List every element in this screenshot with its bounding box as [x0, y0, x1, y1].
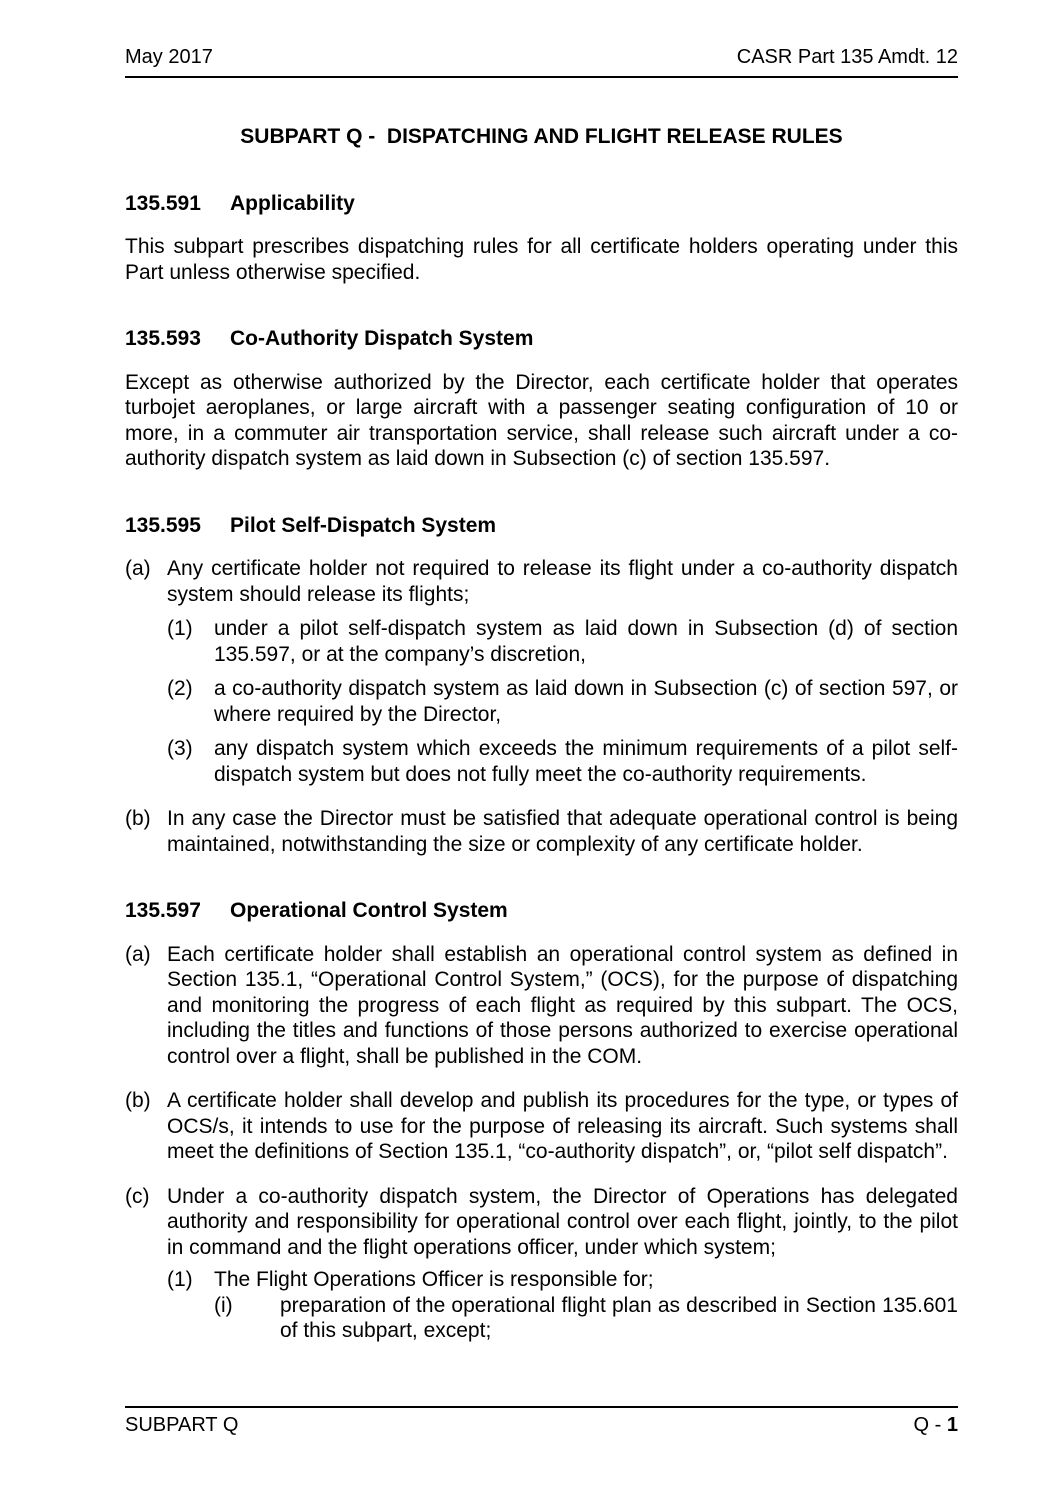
item-label: (3) [167, 737, 193, 760]
item-label: (1) [167, 1268, 193, 1291]
item-text: The Flight Operations Officer is responsible for; [214, 1268, 654, 1291]
list-item-1 [167, 1267, 958, 1344]
list-item-c [125, 1184, 958, 1344]
item-label: (b) [125, 807, 151, 830]
section-heading [125, 191, 958, 217]
item-label: (i) [214, 1293, 233, 1317]
footer-subpart: SUBPART Q [125, 1414, 239, 1436]
header-doc-ref: CASR Part 135 Amdt. 12 [736, 46, 958, 68]
item-text: Any certificate holder not required to release its flight under a co-authority dispatch system should release its flights; [167, 557, 958, 606]
section-135-593 [125, 326, 958, 472]
item-label: (a) [125, 557, 151, 580]
item-label: (c) [125, 1184, 150, 1208]
section-135-595 [125, 513, 958, 858]
item-text: A certificate holder shall develop and publish its procedures for the type, or types of OCS/s, it intends to use for the purpose of releasing its aircraft. Such systems shall meet the definitions of Section 135.1, “co-authority dispatch”, or, “pilot self dispatch”. [167, 1089, 958, 1163]
item-text: under a pilot self-dispatch system as laid down in Subsection (d) of section 135.597, or at the company’s discretion, [214, 617, 958, 666]
page-header [125, 46, 958, 78]
section-title: Applicability [230, 191, 355, 215]
section-number: 135.591 [125, 191, 201, 215]
list-item-i [214, 1293, 958, 1344]
body-paragraph: Except as otherwise authorized by the Director, each certificate holder that operates turbojet aeroplanes, or large aircraft with a passenger seating configuration of 10 or more, in a commuter air transportation service, shall release such aircraft under a co-authority dispatch system as laid down in Subsection (c) of section 135.597. [125, 370, 958, 470]
item-text: a co-authority dispatch system as laid down in Subsection (c) of section 597, or where required by the Director, [214, 677, 958, 726]
list-item-3 [167, 736, 958, 787]
section-heading [125, 898, 958, 924]
footer-page-prefix: Q - [913, 1414, 947, 1436]
document-title: SUBPART Q - DISPATCHING AND FLIGHT RELEASE RULES [240, 125, 843, 148]
item-label: (a) [125, 942, 151, 966]
list-item-1 [167, 616, 958, 667]
body-paragraph: This subpart prescribes dispatching rules for all certificate holders operating under this Part unless otherwise specified. [125, 235, 958, 284]
section-title: Operational Control System [230, 899, 508, 922]
item-text: any dispatch system which exceeds the minimum requirements of a pilot self-dispatch system but does not fully meet the co-authority requirements. [214, 737, 958, 786]
section-heading [125, 326, 958, 352]
list-item-b [125, 806, 958, 857]
section-number: 135.595 [125, 513, 201, 537]
footer-page-value: 1 [946, 1414, 958, 1436]
section-135-591 [125, 191, 958, 286]
section-number: 135.593 [125, 327, 201, 350]
list-item-a [125, 942, 958, 1070]
item-label: (1) [167, 617, 193, 640]
list-item-a [125, 556, 958, 787]
footer-page-number [914, 1414, 958, 1436]
page-footer [125, 1406, 958, 1436]
item-label: (b) [125, 1089, 151, 1112]
section-title: Pilot Self-Dispatch System [230, 513, 497, 537]
section-title: Co-Authority Dispatch System [230, 327, 534, 350]
item-text: In any case the Director must be satisfied that adequate operational control is being maintained, notwithstanding the size or complexity of any certificate holder. [167, 807, 958, 856]
section-heading [125, 513, 958, 539]
item-label: (2) [167, 677, 193, 700]
section-135-597 [125, 898, 958, 1344]
section-number: 135.597 [125, 899, 201, 922]
item-text: preparation of the operational flight plan as described in Section 135.601 of this subpart, except; [280, 1293, 958, 1342]
list-item-2 [167, 676, 958, 727]
item-text: Each certificate holder shall establish an operational control system as defined in Section 135.1, “Operational Control System,” (OCS), for the purpose of dispatching and monitoring the progress of each flight as required by this subpart. The OCS, including the titles and functions of those persons authorized to exercise operational control over a flight, shall be published in the COM. [167, 942, 958, 1068]
item-text: Under a co-authority dispatch system, the Director of Operations has delegated authority and responsibility for operational control over each flight, jointly, to the pilot in command and the flight operations officer, under which system; [167, 1184, 958, 1259]
header-date: May 2017 [125, 46, 213, 68]
list-item-b [125, 1088, 958, 1165]
